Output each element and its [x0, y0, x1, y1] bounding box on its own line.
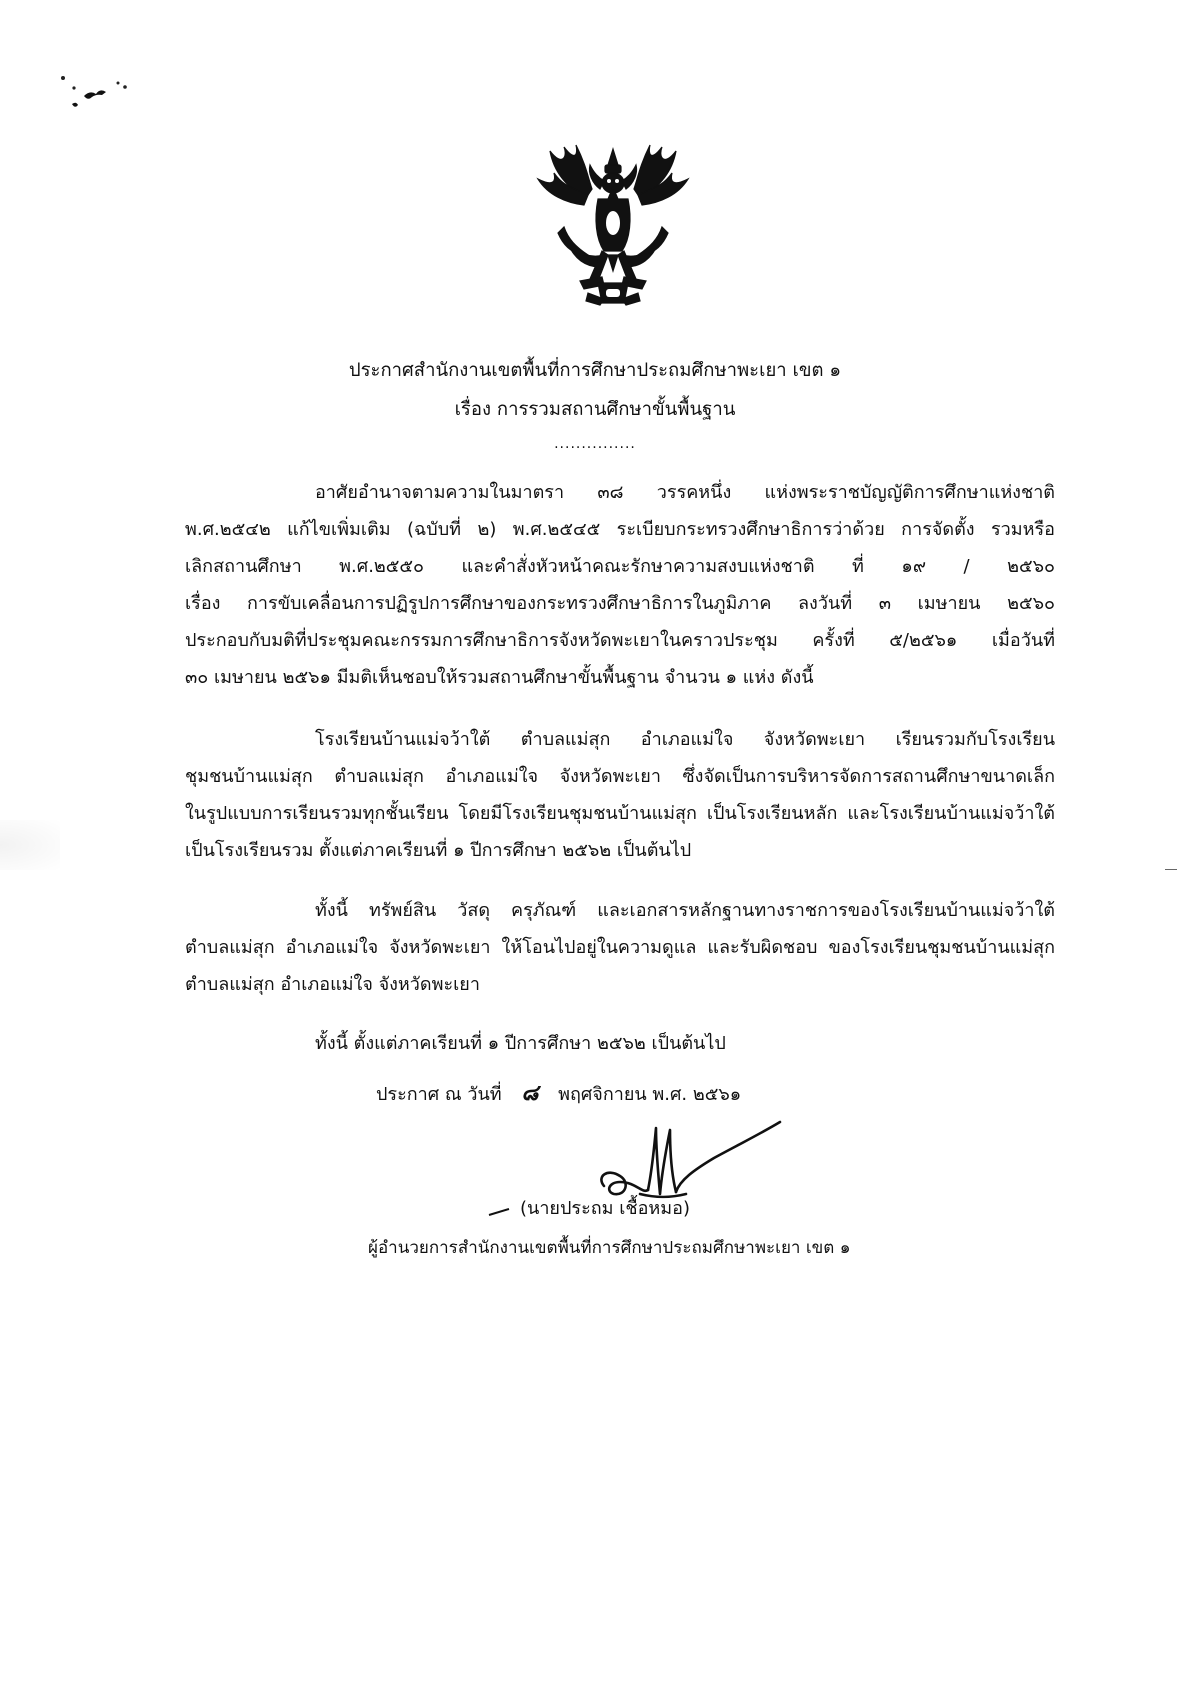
title-separator: ............... — [554, 436, 636, 452]
paragraph2-line: โรงเรียนบ้านแม่จว้าใต้ ตำบลแม่สุก อำเภอแม่ใจ จังหวัดพะเยา เรียนรวมกับโรงเรียน — [315, 729, 1055, 750]
paragraph1-line: เรื่อง การขับเคลื่อนการปฏิรูปการศึกษาของกระทรวงศึกษาธิการในภูมิภาค ลงวันที่ ๓ เมษายน ๒๕๖๐ — [185, 593, 1055, 614]
paragraph2-line: ในรูปแบบการเรียนรวมทุกชั้นเรียน โดยมีโรงเรียนชุมชนบ้านแม่สุก เป็นโรงเรียนหลัก และโรงเรียนบ้านแม่จว้าใต้ — [185, 803, 1055, 824]
paragraph3-line: ตำบลแม่สุก อำเภอแม่ใจ จังหวัดพะเยา ให้โอนไปอยู่ในความดูแล และรับผิดชอบ ของโรงเรียนชุมชนบ้านแม่สุก — [185, 937, 1055, 958]
paragraph1-line: ประกอบกับมติที่ประชุมคณะกรรมการศึกษาธิการจังหวัดพะเยาในคราวประชุม ครั้งที่ ๕/๒๕๖๑ เมื่อวันที่ — [185, 630, 1055, 651]
effective-statement: ทั้งนี้ ตั้งแต่ภาคเรียนที่ ๑ ปีการศึกษา ๒๕๖๒ เป็นต้นไป — [315, 1033, 726, 1054]
signatory-position: ผู้อำนวยการสำนักงานเขตพื้นที่การศึกษาประถมศึกษาพะเยา เขต ๑ — [368, 1238, 851, 1258]
handwritten-signature-icon — [590, 1110, 790, 1210]
signature-tick-mark — [488, 1208, 510, 1216]
paragraph3-line: ทั้งนี้ ทรัพย์สิน วัสดุ ครุภัณฑ์ และเอกสารหลักฐานทางราชการของโรงเรียนบ้านแม่จว้าใต้ — [315, 900, 1055, 921]
garuda-emblem-icon — [528, 143, 698, 308]
scan-shadow — [0, 820, 60, 870]
announce-suffix: พฤศจิกายน พ.ศ. ๒๕๖๑ — [558, 1084, 742, 1105]
paragraph3-line: ตำบลแม่สุก อำเภอแม่ใจ จังหวัดพะเยา — [185, 974, 480, 995]
announcement-date — [376, 1081, 741, 1107]
scan-specks — [58, 74, 138, 134]
scan-mark — [1165, 869, 1177, 870]
paragraph2-line: ชุมชนบ้านแม่สุก ตำบลแม่สุก อำเภอแม่ใจ จังหวัดพะเยา ซึ่งจัดเป็นการบริหารจัดการสถานศึกษาขนาดเล็ก — [185, 766, 1055, 787]
announce-prefix: ประกาศ ณ วันที่ — [376, 1084, 502, 1105]
paragraph1-line: ๓๐ เมษายน ๒๕๖๑ มีมติเห็นชอบให้รวมสถานศึกษาขั้นพื้นฐาน จำนวน ๑ แห่ง ดังนี้ — [185, 667, 814, 688]
signatory-name: (นายประถม เชื้อหมอ) — [520, 1198, 690, 1219]
document-subject: เรื่อง การรวมสถานศึกษาขั้นพื้นฐาน — [454, 399, 736, 420]
paragraph1-line: อาศัยอำนาจตามความในมาตรา ๓๘ วรรคหนึ่ง แห่งพระราชบัญญัติการศึกษาแห่งชาติ — [315, 482, 1055, 503]
paragraph2-line: เป็นโรงเรียนรวม ตั้งแต่ภาคเรียนที่ ๑ ปีการศึกษา ๒๕๖๒ เป็นต้นไป — [185, 840, 692, 861]
paragraph1-line: พ.ศ.๒๕๔๒ แก้ไขเพิ่มเติม (ฉบับที่ ๒) พ.ศ.๒๕๔๕ ระเบียบกระทรวงศึกษาธิการว่าด้วย การจัดตั้ง รวมหรือ — [185, 519, 1055, 540]
document-title: ประกาศสำนักงานเขตพื้นที่การศึกษาประถมศึกษาพะเยา เขต ๑ — [348, 360, 842, 381]
paragraph1-line: เลิกสถานศึกษา พ.ศ.๒๕๕๐ และคำสั่งหัวหน้าคณะรักษาความสงบแห่งชาติ ที่ ๑๙ / ๒๕๖๐ — [185, 556, 1055, 577]
announce-day: ๘ — [521, 1080, 539, 1106]
